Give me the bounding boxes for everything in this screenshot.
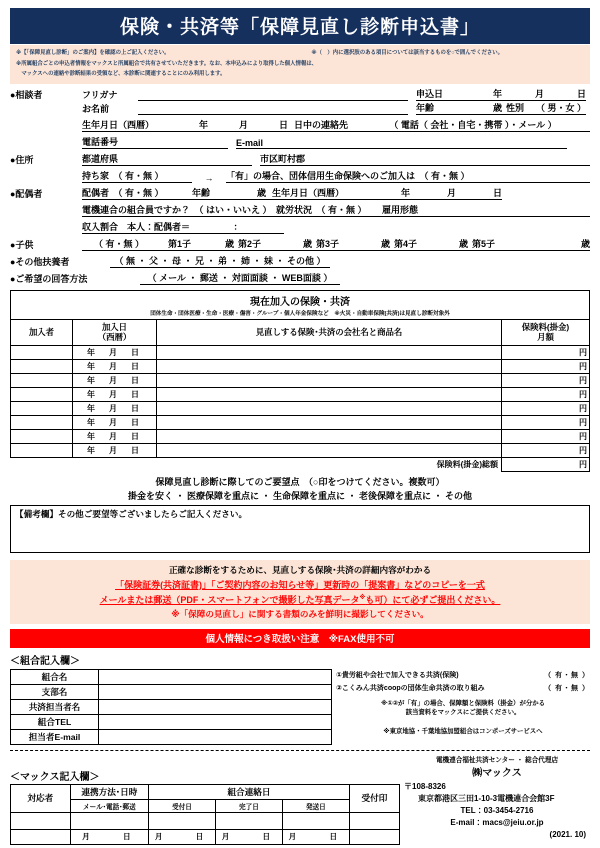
company-email: E-mail：macs@jeiu.or.jp bbox=[450, 817, 544, 827]
union-row-input[interactable] bbox=[99, 669, 332, 684]
company-tel: TEL：03-3454-2716 bbox=[460, 805, 534, 815]
work-status[interactable]: 就労状況 （ 有・無 ） bbox=[270, 204, 376, 217]
birth-month[interactable]: 月 bbox=[208, 119, 248, 132]
company-name: ㈱マックス bbox=[472, 767, 522, 779]
insurance-cell-date[interactable]: 年 月 日 bbox=[73, 429, 157, 443]
union-notes bbox=[332, 669, 590, 745]
other-dependents-bullet: ●その他扶養者 bbox=[10, 256, 70, 267]
insurance-cell-date[interactable]: 年 月 日 bbox=[73, 359, 157, 373]
insurance-row bbox=[11, 345, 590, 359]
form-version: (2021. 10) bbox=[549, 829, 586, 839]
total-premium-label: 保険料(掛金)総額 bbox=[436, 459, 498, 469]
email-input[interactable] bbox=[272, 136, 567, 149]
company-postal: 〒108-8326 bbox=[404, 781, 446, 791]
address-bullet: ●住所 bbox=[10, 154, 34, 165]
arrow-icon: → bbox=[204, 172, 214, 183]
spouse-section bbox=[10, 187, 590, 234]
contact-options[interactable]: （ 電話（ 会社・自宅・携帯 ）・メール ） bbox=[356, 119, 590, 132]
insurance-cell-company[interactable] bbox=[157, 387, 502, 401]
macs-header-receipt-stamp: 受付印 bbox=[349, 784, 399, 812]
insurance-row bbox=[11, 401, 590, 415]
macs-sub-received: 受付日 bbox=[149, 799, 216, 812]
header-insured: 加入者 bbox=[11, 319, 73, 345]
union-row-input[interactable] bbox=[99, 714, 332, 729]
applicant-birth-row bbox=[10, 119, 590, 132]
macs-blank-row bbox=[11, 812, 400, 829]
child-5-label: 第5子 bbox=[468, 238, 502, 251]
insurance-cell-insured[interactable] bbox=[11, 345, 73, 359]
union-row-input[interactable] bbox=[99, 684, 332, 699]
phone-label: 電話番号 bbox=[82, 136, 132, 149]
insurance-row bbox=[11, 415, 590, 429]
insurance-table-subtitle: 団体生命・団体医療・生命・医療・傷害・グループ・個人年金保険など ※火災・自動車保険(共済)は見直し診断対象外 bbox=[11, 308, 590, 320]
insurance-cell-company[interactable] bbox=[157, 345, 502, 359]
own-house-label[interactable]: 持ち家 （ 有・無 ） bbox=[82, 170, 192, 183]
union-row bbox=[11, 714, 332, 729]
union-row bbox=[11, 699, 332, 714]
child-3-label: 第3子 bbox=[312, 238, 346, 251]
top-notice-line-3: マックスへの連絡や診断結果の受領など、本診断に関連することにのみ利用します。 bbox=[16, 71, 226, 78]
name-input[interactable] bbox=[138, 102, 408, 115]
union-note-1 bbox=[336, 669, 590, 682]
applicant-phone-row bbox=[10, 136, 590, 149]
insurance-cell-date[interactable]: 年 月 日 bbox=[73, 443, 157, 457]
union-note-2-text: ②こくみん共済coopの団体生命共済の取り組み bbox=[336, 685, 485, 693]
requests-options[interactable]: 掛金を安く ・ 医療保障を重点に ・ 生命保障を重点に ・ 老後保障を重点に ・ その他 bbox=[127, 490, 472, 501]
address-section bbox=[10, 153, 590, 183]
insurance-cell-insured[interactable] bbox=[11, 359, 73, 373]
union-row-input[interactable] bbox=[99, 729, 332, 744]
macs-cell-method[interactable] bbox=[70, 812, 148, 829]
macs-header-handler: 対応者 bbox=[11, 784, 71, 812]
furigana-input[interactable] bbox=[138, 88, 408, 101]
insurance-cell-premium[interactable]: 円 bbox=[502, 387, 590, 401]
union-section-label: ＜組合記入欄＞ bbox=[10, 655, 80, 667]
reply-method-options[interactable]: （ メール ・ 郵送 ・ 対面面談 ・ WEB面談 ） bbox=[140, 272, 340, 285]
union-note-2 bbox=[336, 682, 590, 695]
insurance-cell-premium[interactable]: 円 bbox=[502, 443, 590, 457]
insurance-row bbox=[11, 387, 590, 401]
children-options[interactable]: （ 有・無 ） bbox=[82, 238, 156, 251]
remarks-label: 【備考欄】その他ご要望等ございましたらご記入ください。 bbox=[15, 508, 248, 519]
age-label: 年齢 bbox=[416, 102, 456, 115]
insurance-cell-insured[interactable] bbox=[11, 429, 73, 443]
macs-date-received[interactable]: 月 日 bbox=[149, 829, 216, 844]
union-row-label: 組合TEL bbox=[11, 714, 99, 729]
child-1-age[interactable]: 歳 bbox=[196, 238, 234, 251]
apply-month[interactable]: 月 bbox=[502, 88, 544, 101]
spouse-age-unit[interactable]: 歳 bbox=[224, 187, 266, 200]
union-row-label: 組合名 bbox=[11, 669, 99, 684]
submission-notice-line3 bbox=[10, 593, 590, 606]
macs-date-handler[interactable] bbox=[11, 829, 71, 844]
gender-label: 性別 bbox=[502, 102, 536, 115]
macs-sub-completed: 完了日 bbox=[215, 799, 282, 812]
applicant-section bbox=[10, 88, 590, 149]
group-credit-insurance[interactable]: 「有」の場合、団体信用生命保険へのご加入は （ 有・無 ） bbox=[226, 170, 590, 183]
union-note-4: ※東京地協・千葉地協加盟組合はコンポーズサービスへ bbox=[383, 727, 543, 735]
submission-notice-line3-b: も可）にて必ずご提出ください。 bbox=[365, 594, 501, 605]
apply-year[interactable]: 年 bbox=[456, 88, 502, 101]
other-dependents-row bbox=[10, 255, 590, 268]
header-join-date bbox=[73, 319, 157, 345]
prefecture-label: 都道府県 bbox=[82, 153, 132, 166]
spouse-birth-day[interactable]: 日 bbox=[456, 187, 502, 200]
reply-method-row bbox=[10, 272, 590, 285]
top-notice-left: ※【「保障見直し診断」のご案内】を確認の上ご記入ください。 bbox=[16, 50, 170, 56]
applicant-bullet: ●相談者 bbox=[10, 89, 43, 100]
city-input[interactable] bbox=[316, 153, 590, 166]
insurance-row bbox=[11, 443, 590, 457]
insurance-cell-date[interactable]: 年 月 日 bbox=[73, 387, 157, 401]
insurance-cell-insured[interactable] bbox=[11, 373, 73, 387]
birth-label: 生年月日（西暦） bbox=[82, 119, 166, 132]
insurance-row bbox=[11, 429, 590, 443]
child-1-label: 第1子 bbox=[156, 238, 196, 251]
insurance-cell-insured[interactable] bbox=[11, 443, 73, 457]
macs-date-completed[interactable]: 月 日 bbox=[215, 829, 282, 844]
macs-cell-completed[interactable] bbox=[215, 812, 282, 829]
union-row-input[interactable] bbox=[99, 699, 332, 714]
submission-notice-line1: 正確な診断をするために、見直しする保険･共済の詳細内容がわかる bbox=[168, 564, 432, 575]
union-row-label: 共済担当者名 bbox=[11, 699, 99, 714]
macs-sub-sent: 発送日 bbox=[282, 799, 349, 812]
header-join-date-line1: 加入日 bbox=[101, 321, 128, 332]
macs-date-stamp[interactable] bbox=[349, 829, 399, 844]
spouse-age-label: 年齢 bbox=[186, 187, 224, 200]
birth-year[interactable]: 年 bbox=[166, 119, 208, 132]
furigana-label: フリガナ bbox=[82, 89, 118, 100]
income-ratio-row bbox=[10, 221, 590, 234]
union-note-3-line1: ※①②が「有」の場合、保障額と保険料（掛金）が分かる bbox=[380, 699, 546, 707]
insurance-cell-company[interactable] bbox=[157, 373, 502, 387]
insurance-row bbox=[11, 359, 590, 373]
insurance-cell-premium[interactable]: 円 bbox=[502, 359, 590, 373]
header-premium-line2: 月額 bbox=[537, 332, 554, 343]
applicant-name-row bbox=[10, 102, 590, 115]
child-4-label: 第4子 bbox=[390, 238, 424, 251]
income-ratio-input[interactable]: ： bbox=[192, 221, 284, 234]
union-note-3 bbox=[336, 699, 590, 718]
insurance-header-row bbox=[11, 319, 590, 345]
insurance-cell-date[interactable]: 年 月 日 bbox=[73, 373, 157, 387]
macs-cell-received[interactable] bbox=[149, 812, 216, 829]
children-row bbox=[10, 238, 590, 251]
union-row bbox=[11, 729, 332, 744]
apply-date-label: 申込日 bbox=[416, 88, 456, 101]
macs-header-method: 連携方法･日時 bbox=[70, 784, 148, 799]
applicant-furigana-row bbox=[10, 88, 590, 101]
submission-notice bbox=[10, 560, 590, 624]
phone-input[interactable] bbox=[132, 136, 228, 149]
name-label: お名前 bbox=[82, 103, 110, 114]
income-ratio-label: 収入割合 本人：配偶者＝ bbox=[82, 221, 191, 232]
child-2-label: 第2子 bbox=[234, 238, 268, 251]
company-center-name: 電機連合福祉共済センター ・ 総合代理店 bbox=[435, 756, 559, 764]
macs-date-row bbox=[11, 829, 400, 844]
union-row-label: 支部名 bbox=[11, 684, 99, 699]
insurance-cell-insured[interactable] bbox=[11, 415, 73, 429]
child-4-age[interactable]: 歳 bbox=[424, 238, 468, 251]
union-note-1-options[interactable]: （ 有・無 ） bbox=[544, 672, 590, 680]
top-notice-row-1 bbox=[16, 48, 584, 59]
insurance-cell-company[interactable] bbox=[157, 429, 502, 443]
other-dependents-options[interactable]: （ 無 ・ 父 ・ 母 ・ 兄 ・ 弟 ・ 姉 ・ 妹 ・ その他 ） bbox=[110, 255, 330, 268]
apply-day[interactable]: 日 bbox=[544, 88, 586, 101]
union-row-label: 担当者E-mail bbox=[11, 729, 99, 744]
macs-left bbox=[10, 754, 400, 845]
macs-header-row bbox=[11, 784, 400, 799]
header-company-product: 見直しする保険･共済の会社名と商品名 bbox=[157, 319, 502, 345]
company-info bbox=[400, 754, 590, 845]
insurance-cell-company[interactable] bbox=[157, 443, 502, 457]
insurance-cell-premium[interactable]: 円 bbox=[502, 415, 590, 429]
insurance-cell-date[interactable]: 年 月 日 bbox=[73, 415, 157, 429]
top-notice-line-2: ※所属組合ごとの申込者情報をマックスと所属組合で共有させていただきます。なお、本申込みにより取得した個人情報は、 bbox=[16, 60, 318, 67]
prefecture-input[interactable] bbox=[132, 153, 252, 166]
insurance-subtitle-row bbox=[11, 308, 590, 320]
city-label: 市区町村郡 bbox=[260, 153, 316, 166]
child-5-age[interactable]: 歳 bbox=[502, 238, 590, 251]
insurance-cell-company[interactable] bbox=[157, 401, 502, 415]
header-premium bbox=[502, 319, 590, 345]
employment-type[interactable]: 雇用形態 bbox=[376, 204, 590, 217]
union-member-row bbox=[10, 204, 590, 217]
company-address: 東京都港区三田1-10-3電機連合会館3F bbox=[418, 793, 555, 803]
children-section bbox=[10, 238, 590, 251]
union-row bbox=[11, 669, 332, 684]
insurance-row bbox=[11, 373, 590, 387]
insurance-cell-premium[interactable]: 円 bbox=[502, 401, 590, 415]
insurance-cell-company[interactable] bbox=[157, 415, 502, 429]
submission-notice-line4: ※「保障の見直し」に関する書類のみを鮮明に撮影してください。 bbox=[171, 608, 429, 619]
remarks-box[interactable] bbox=[10, 505, 590, 553]
age-unit[interactable]: 歳 bbox=[456, 102, 502, 115]
header-join-date-line2: （西暦） bbox=[97, 332, 132, 343]
insurance-cell-premium[interactable]: 円 bbox=[502, 373, 590, 387]
current-insurance-table bbox=[10, 290, 590, 472]
macs-cell-handler[interactable] bbox=[11, 812, 71, 829]
union-member-question[interactable]: 電機連合の組合員ですか？ （ はい・いいえ ） bbox=[82, 204, 272, 215]
child-2-age[interactable]: 歳 bbox=[268, 238, 312, 251]
macs-date-sent[interactable]: 月 日 bbox=[282, 829, 349, 844]
spouse-birth-month[interactable]: 月 bbox=[410, 187, 456, 200]
header-premium-line1: 保険料(掛金) bbox=[521, 321, 570, 332]
children-bullet: ●子供 bbox=[10, 239, 34, 250]
spouse-options[interactable]: 配偶者 （ 有・無 ） bbox=[82, 187, 186, 200]
insurance-table-title: 現在加入の保険・共済 bbox=[11, 290, 590, 308]
page-title: 保険・共済等「保障見直し診断申込書」 bbox=[10, 8, 590, 44]
macs-cell-stamp[interactable] bbox=[349, 812, 399, 829]
union-section bbox=[10, 669, 590, 745]
submission-notice-line2: 「保険証券(共済証書)」「ご契約内容のお知らせ等」更新時の「提案書」などのコピーを一式 bbox=[115, 579, 485, 590]
company-address-block bbox=[404, 781, 590, 805]
insurance-title-row bbox=[11, 290, 590, 308]
privacy-warning-banner: 個人情報につき取扱い注意 ※FAX使用不可 bbox=[10, 629, 590, 648]
union-note-3-line2: 該当資料をマックスにご提供ください。 bbox=[405, 709, 521, 717]
macs-sub-method: メール･電話･郵送 bbox=[70, 799, 148, 812]
insurance-cell-insured[interactable] bbox=[11, 401, 73, 415]
insurance-cell-premium[interactable]: 円 bbox=[502, 345, 590, 359]
child-3-age[interactable]: 歳 bbox=[346, 238, 390, 251]
insurance-cell-company[interactable] bbox=[157, 359, 502, 373]
insurance-cell-insured[interactable] bbox=[11, 387, 73, 401]
address-row bbox=[10, 153, 590, 166]
insurance-cell-date[interactable]: 年 月 日 bbox=[73, 401, 157, 415]
own-house-row bbox=[10, 170, 590, 183]
reply-method-bullet: ●ご希望の回答方法 bbox=[10, 273, 88, 284]
macs-cell-sent[interactable] bbox=[282, 812, 349, 829]
top-notice bbox=[10, 45, 590, 84]
spouse-row bbox=[10, 187, 590, 200]
macs-header-union-contact-date: 組合連絡日 bbox=[149, 784, 350, 799]
spouse-birth-year[interactable]: 年 bbox=[352, 187, 410, 200]
top-notice-right: ※（ ）内に選択肢のある項目については該当するものを○で囲んでください。 bbox=[311, 50, 504, 56]
macs-date-method[interactable]: 月 日 bbox=[70, 829, 148, 844]
submission-notice-line3-a: メールまたは郵送（PDF・スマートフォンで撮影した写真データ bbox=[99, 594, 360, 605]
section-divider bbox=[10, 750, 590, 751]
spouse-birth-label: 生年月日（西暦） bbox=[266, 187, 352, 200]
macs-entry-table bbox=[10, 784, 400, 845]
insurance-total-row bbox=[11, 457, 590, 471]
union-row bbox=[11, 684, 332, 699]
email-label: E-mail bbox=[236, 136, 272, 149]
gender-options[interactable]: （ 男・女 ） bbox=[536, 102, 587, 113]
submission-notice-asterisk: ※ bbox=[359, 594, 366, 601]
insurance-rows-body bbox=[11, 345, 590, 457]
insurance-cell-premium[interactable]: 円 bbox=[502, 429, 590, 443]
birth-day[interactable]: 日 bbox=[248, 119, 288, 132]
spouse-bullet: ●配偶者 bbox=[10, 188, 43, 199]
requests-heading: 保障見直し診断に際してのご要望点 （○印をつけてください。複数可） bbox=[155, 476, 445, 487]
total-premium-value[interactable]: 円 bbox=[502, 457, 590, 471]
union-note-2-options[interactable]: （ 有・無 ） bbox=[544, 685, 590, 693]
macs-section-label: ＜マックス記入欄＞ bbox=[10, 771, 100, 783]
daytime-contact-label: 日中の連絡先 bbox=[288, 119, 356, 132]
insurance-cell-date[interactable]: 年 月 日 bbox=[73, 345, 157, 359]
union-entry-table bbox=[10, 669, 332, 745]
macs-section bbox=[10, 754, 590, 845]
union-note-1-text: ①貴労組や会社で加入できる共済(保険) bbox=[336, 672, 459, 680]
